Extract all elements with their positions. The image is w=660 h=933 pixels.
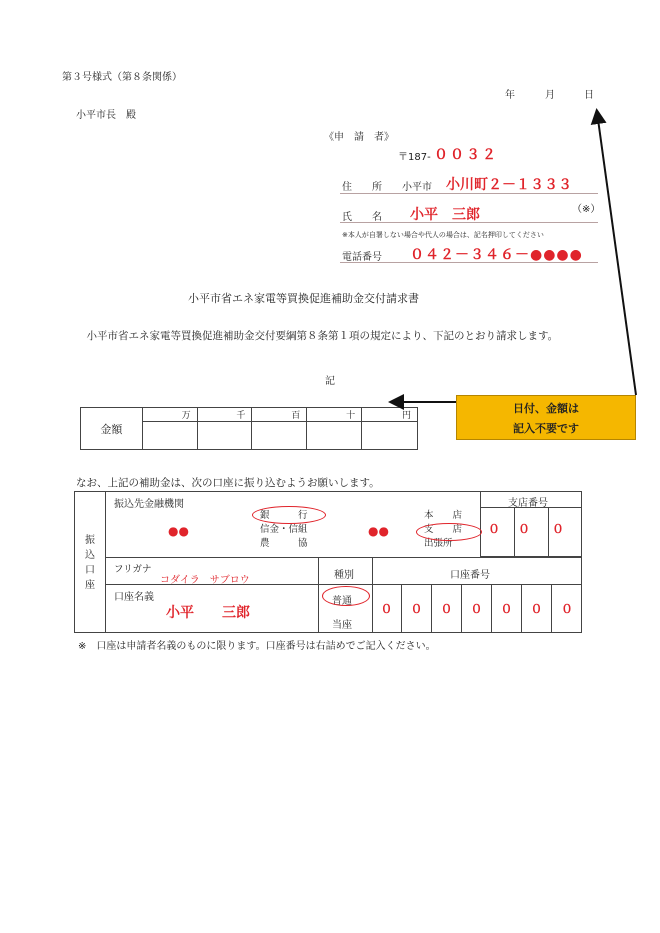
account-number-label: 口座番号 [450, 570, 490, 581]
form-number: 第３号様式（第８条関係） [62, 72, 182, 83]
postal-code-value: ００３２ [434, 147, 498, 163]
furigana-value[interactable]: コダイラ サブロウ [160, 575, 250, 586]
phone-label: 電話番号 [342, 252, 382, 263]
bank-row-divider-1 [106, 557, 582, 558]
date-day-label: 日 [584, 90, 594, 101]
amount-unit-hyaku: 百 [252, 408, 307, 422]
addressee: 小平市長 殿 [76, 110, 136, 121]
document-title: 小平市省エネ家電等買換促進補助金交付請求書 [188, 292, 419, 305]
account-digit: ０ [500, 602, 513, 616]
account-digit-cell[interactable] [462, 584, 492, 633]
amount-unit-juu: 十 [307, 408, 362, 422]
account-digit: ０ [470, 602, 483, 616]
branch-type-honten: 本 店 [424, 510, 463, 521]
kind-option-touza[interactable]: 当座 [332, 620, 352, 631]
account-digit-cell[interactable] [432, 584, 462, 633]
branch-type-shiten: 支 店 [424, 524, 463, 535]
kind-option-futsuu[interactable]: 普通 [332, 596, 352, 607]
account-digit-cell[interactable] [522, 584, 552, 633]
bank-type-shinkin: 信金・信組 [260, 524, 308, 535]
date-month-label: 月 [545, 90, 555, 101]
account-digit-cell[interactable] [402, 584, 432, 633]
footer-note: ※ 口座は申請者名義のものに限ります。口座番号は右詰めでご記入ください。 [78, 641, 436, 652]
address-value: 小川町２－１３３３ [446, 177, 572, 193]
account-digit: ０ [530, 602, 543, 616]
signature-note: ※本人が自署しない場合や代人の場合は、記名押印してください [342, 231, 544, 239]
branch-digit-2[interactable]: ０ [518, 522, 531, 536]
institution-label: 振込先金融機関 [114, 499, 184, 510]
branch-number-label: 支店番号 [508, 498, 548, 509]
account-digit: ０ [380, 602, 393, 616]
branch-name-mark[interactable]: ●● [368, 524, 389, 538]
account-digit-cell[interactable] [492, 584, 522, 633]
holder-value[interactable]: 小平 三郎 [166, 605, 250, 621]
seal-mark: （※） [572, 204, 601, 215]
branch-digit-3[interactable]: ０ [552, 522, 565, 536]
account-digit: ０ [410, 602, 423, 616]
date-year-label: 年 [505, 90, 515, 101]
bank-type-noukyou: 農 協 [260, 538, 308, 549]
bank-name-mark[interactable]: ●● [168, 524, 189, 538]
transfer-note: なお、上記の補助金は、次の口座に振り込むようお願いします。 [76, 477, 380, 489]
callout-line-1: 日付、金額は [513, 402, 579, 415]
furigana-label: フリガナ [114, 564, 152, 575]
name-label: 氏 名 [342, 212, 382, 223]
bank-type-ginkou: 銀 行 [260, 510, 308, 521]
address-city: 小平市 [402, 182, 432, 193]
branch-type-shucchoujo: 出張所 [424, 538, 453, 549]
ki-label: 記 [325, 376, 335, 387]
account-digit-cell[interactable] [372, 584, 402, 633]
bank-side-label: 振 込 口 座 [85, 535, 95, 591]
account-digit: ０ [440, 602, 453, 616]
account-digit-cell[interactable] [552, 584, 582, 633]
postal-prefix: 〒187- [398, 152, 431, 163]
callout-line-2: 記入不要です [513, 422, 579, 435]
address-label: 住 所 [342, 182, 382, 193]
bank-type-circle [252, 506, 326, 524]
applicant-heading: 《申 請 者》 [324, 132, 394, 143]
arrow-to-date [597, 112, 636, 395]
branch-digit-1[interactable]: ０ [488, 522, 501, 536]
amount-label: 金額 [81, 408, 143, 450]
kind-circle [322, 586, 370, 606]
kind-label: 種別 [334, 570, 354, 581]
account-digit: ０ [560, 602, 573, 616]
body-text: 小平市省エネ家電等買換促進補助金交付要綱第８条第１項の規定により、下記のとおり請求します。 [86, 330, 559, 342]
amount-unit-man: 万 [142, 408, 197, 422]
phone-value: ０４２－３４６－●●●● [410, 247, 583, 263]
amount-unit-sen: 千 [197, 408, 252, 422]
holder-label: 口座名義 [114, 592, 154, 603]
applicant-name-value: 小平 三郎 [410, 207, 480, 223]
amount-unit-en: 円 [362, 408, 418, 422]
branch-type-circle [416, 523, 482, 541]
